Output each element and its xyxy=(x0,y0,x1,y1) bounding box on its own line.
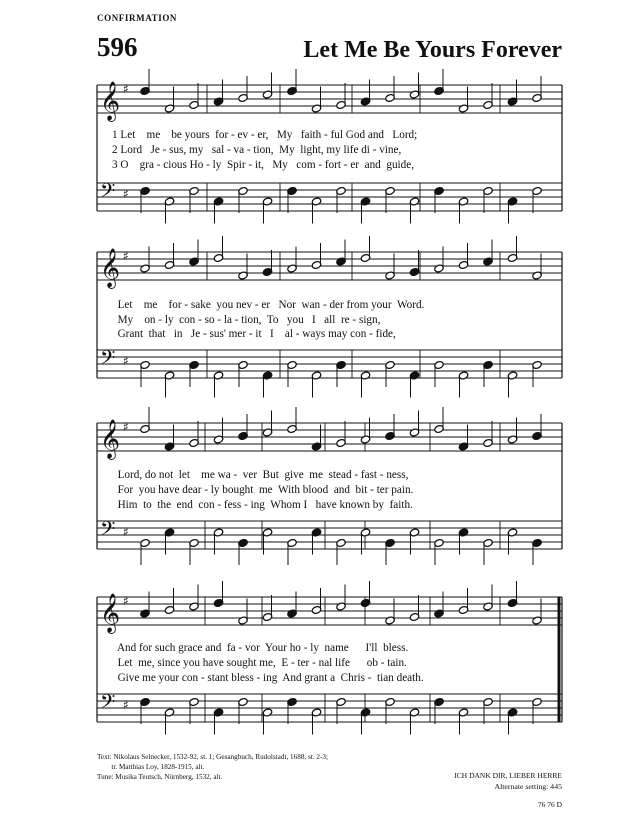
bass-clef-icon: 𝄢 xyxy=(100,346,116,374)
system-4-verse-3: Give me your con - stant bless - ing And grant a Chris - tian death. xyxy=(112,672,424,684)
bass-clef-icon: 𝄢 xyxy=(100,179,116,207)
hymn-number: 596 xyxy=(97,32,138,62)
sharp-icon: ♯ xyxy=(123,82,129,96)
treble-clef-icon: 𝄞 xyxy=(100,419,121,459)
sharp-icon: ♯ xyxy=(123,525,129,539)
section-label: CONFIRMATION xyxy=(97,13,178,23)
system-2-verse-3: Grant that in Je - sus' mer - it I al - ways may con - fide, xyxy=(112,328,396,340)
treble-clef-icon: 𝄞 xyxy=(100,81,121,121)
system-3-verse-3: Him to the end con - fess - ing Whom I have known by faith. xyxy=(112,499,413,511)
system-4-verse-1: And for such grace and fa - vor Your ho - ly name I'll bless. xyxy=(112,642,409,654)
system-2-verse-1: Let me for - sake you nev - er Nor wan - der from your Word. xyxy=(112,299,425,311)
alternate-setting: Alternate setting: 445 xyxy=(494,782,562,791)
treble-clef-icon: 𝄞 xyxy=(100,248,121,288)
tune-meter: 76 76 D xyxy=(537,799,562,809)
system-1-verse-2: 2 Lord Je - sus, my sal - va - tion, My light, my life di - vine, xyxy=(112,144,402,156)
sharp-icon: ♯ xyxy=(123,594,129,608)
system-1-verse-1: 1 Let me be yours for - ev - er, My faith - ful God and Lord; xyxy=(112,129,418,141)
tune-title: ICH DANK DIR, LIEBER HERRE xyxy=(454,771,562,780)
bass-clef-icon: 𝄢 xyxy=(100,690,116,718)
system-3-verse-1: Lord, do not let me wa - ver But give me stead - fast - ness, xyxy=(112,469,409,481)
system-1-verse-3: 3 O gra - cious Ho - ly Spir - it, My com - fort - er and guide, xyxy=(112,159,415,171)
sharp-icon: ♯ xyxy=(123,420,129,434)
text-tune-credits: Text: Nikolaus Selnecker, 1532-92, st. 1; Gesangbuch, Rudolstadt, 1688, st. 2-3; tr. Matthias Loy, 1828-1915, alt. Tune: Musika Teutsch, Nürnberg, 1532, alt. xyxy=(97,753,328,781)
system-4-verse-2: Let me, since you have sought me, E - ter - nal life ob - tain. xyxy=(112,657,407,669)
system-3-verse-2: For you have dear - ly bought me With blood and bit - ter pain. xyxy=(112,484,414,496)
bass-clef-icon: 𝄢 xyxy=(100,517,116,545)
system-2-verse-2: My on - ly con - so - la - tion, To you I all re - sign, xyxy=(112,314,381,326)
hymn-title: Let Me Be Yours Forever xyxy=(303,37,562,63)
sharp-icon: ♯ xyxy=(123,187,129,201)
sharp-icon: ♯ xyxy=(123,698,129,712)
treble-clef-icon: 𝄞 xyxy=(100,593,121,633)
sharp-icon: ♯ xyxy=(123,249,129,263)
sharp-icon: ♯ xyxy=(123,354,129,368)
